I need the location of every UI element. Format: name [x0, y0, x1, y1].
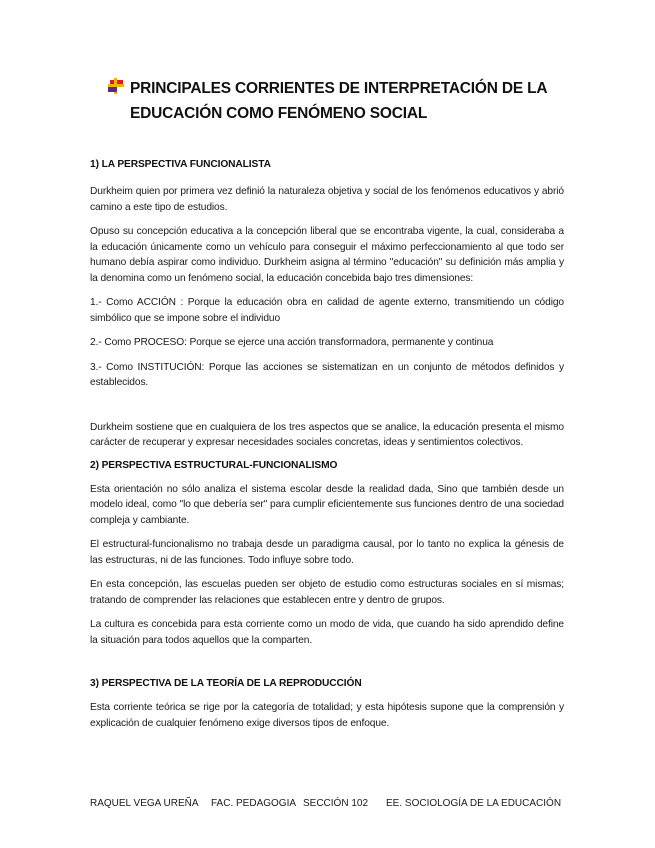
page-footer	[90, 797, 570, 811]
title-line-2: EDUCACIÓN COMO FENÓMENO SOCIAL	[130, 105, 428, 122]
section-2-paragraph-4: La cultura es concebida para esta corriente como un modo de vida, que cuando ha sido aprendido define la situación para todos aquellos que la comparten.	[90, 619, 564, 646]
section-1-paragraph-2: Opuso su concepción educativa a la concepción liberal que se encontraba vigente, la cual, consideraba a la educación únicamente como un vehículo para conseguir el máximo perfeccionamiento al que todo ser humano debía aspirar como individuo. Durkheim asigna al término "educación" su definición más amplia y la denomina como un fenómeno social, la educación concebida bajo tres dimensiones:	[90, 226, 564, 284]
section-1-paragraph-1: Durkheim quien por primera vez definió la naturaleza objetiva y social de los fenómenos educativos y abrió camino a este tipo de estudios.	[90, 186, 564, 213]
section-1-item-1: 1.- Como ACCIÓN : Porque la educación obra en calidad de agente externo, transmitiendo un código simbólico que se impone sobre el individuo	[90, 297, 564, 324]
section-3-heading: 3) PERSPECTIVA DE LA TEORÍA DE LA REPRODUCCIÓN	[90, 678, 362, 689]
document-title	[108, 76, 578, 126]
footer-section: SECCIÓN 102	[303, 798, 369, 809]
section-1-paragraph-3: Durkheim sostiene que en cualquiera de los tres aspectos que se analice, la educación presenta el mismo carácter de recuperar y expresar necesidades sociales concretas, ideas y sentimientos colectivos.	[90, 421, 564, 448]
section-1-heading: 1) LA PERSPECTIVA FUNCIONALISTA	[90, 159, 271, 170]
section-1-item-3: 3.- Como INSTITUCIÓN: Porque las acciones se sistematizan en un conjunto de métodos definidos y establecidos.	[90, 361, 564, 388]
footer-faculty: FAC. PEDAGOGIA	[211, 798, 297, 809]
title-line-1: PRINCIPALES CORRIENTES DE INTERPRETACIÓN DE LA	[130, 80, 548, 97]
bullet-icon	[108, 78, 124, 94]
section-3-paragraph-1: Esta corriente teórica se rige por la categoría de totalidad; y esta hipótesis supone que la comprensión y explicación de cualquier fenómeno exige diversos tipos de enfoque.	[90, 702, 564, 729]
document-body	[90, 158, 564, 731]
section-2-heading: 2) PERSPECTIVA ESTRUCTURAL-FUNCIONALISMO	[90, 459, 338, 471]
section-2-paragraph-3: En esta concepción, las escuelas pueden ser objeto de estudio como estructuras sociales en sí mismas; tratando de comprender las relaciones que establecen entre y dentro de grupos.	[90, 579, 564, 606]
section-2-paragraph-1: Esta orientación no sólo analiza el sistema escolar desde la realidad dada, Sino que también desde un modelo ideal, como "lo que debería ser" para cumplir eficientemente sus funciones dentro de una sociedad compleja y cambiante.	[90, 483, 564, 526]
footer-author: RAQUEL VEGA UREÑA	[90, 798, 199, 809]
section-1-item-2: 2.- Como PROCESO: Porque se ejerce una acción transformadora, permanente y continua	[90, 337, 494, 348]
footer-course: EE. SOCIOLOGÍA DE LA EDUCACIÓN	[386, 798, 562, 809]
section-2-paragraph-2: El estructural-funcionalismo no trabaja desde un paradigma causal, por lo tanto no explica la génesis de las estructuras, ni de las funciones. Todo influye sobre todo.	[90, 539, 564, 566]
